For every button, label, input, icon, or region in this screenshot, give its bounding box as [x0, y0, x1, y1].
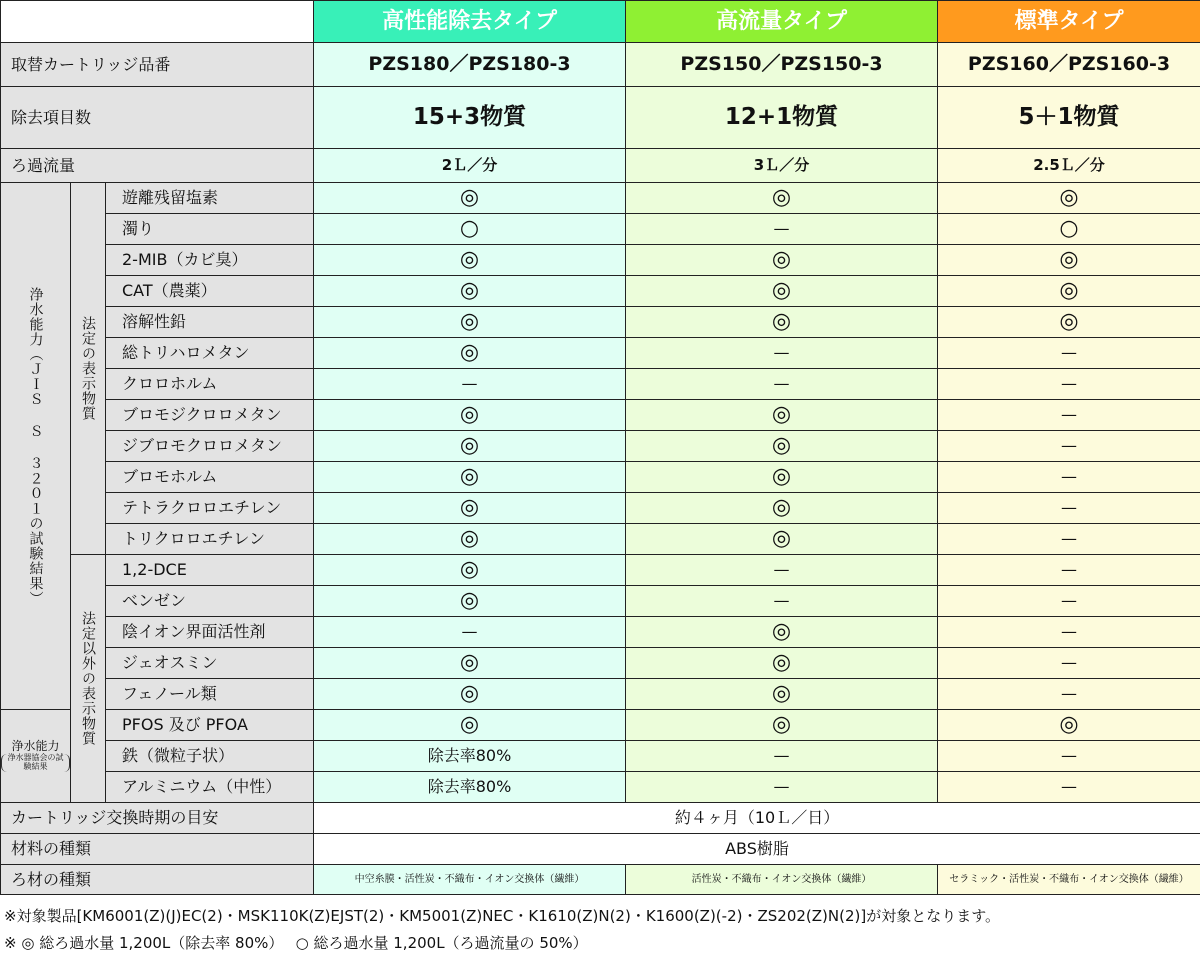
- removal-mark: —: [938, 524, 1200, 555]
- removal-mark: ◎: [314, 276, 626, 307]
- substance-name: アルミニウム（中性）: [106, 772, 314, 803]
- removal-mark: ◎: [314, 245, 626, 276]
- removal-mark: ◎: [938, 183, 1200, 214]
- removal-mark: 除去率80%: [314, 741, 626, 772]
- model-value: PZS150／PZS150-3: [626, 43, 938, 87]
- substance-name: フェノール類: [106, 679, 314, 710]
- filter-label: ろ材の種類: [1, 865, 314, 895]
- removal-mark: ◎: [626, 617, 938, 648]
- filter-value: 活性炭・不織布・イオン交換体（繊維）: [626, 865, 938, 895]
- removal-mark: ◎: [938, 307, 1200, 338]
- substance-name: 濁り: [106, 214, 314, 245]
- legal-group-label: [71, 183, 106, 555]
- substance-name: ジブロモクロロメタン: [106, 431, 314, 462]
- corner-cell: [1, 1, 314, 43]
- removal-mark: ◎: [314, 710, 626, 741]
- removal-mark: —: [938, 462, 1200, 493]
- removal-mark: —: [938, 555, 1200, 586]
- removal-mark: —: [938, 431, 1200, 462]
- removal-mark: —: [314, 617, 626, 648]
- substance-row: [1, 400, 1200, 431]
- substance-row: [1, 555, 1200, 586]
- substance-row: [1, 245, 1200, 276]
- substance-row: [1, 462, 1200, 493]
- substance-name: 2-MIB（カビ臭）: [106, 245, 314, 276]
- substance-row: [1, 431, 1200, 462]
- removal-mark: —: [626, 741, 938, 772]
- removal-mark: —: [938, 772, 1200, 803]
- substance-row: [1, 183, 1200, 214]
- footnote-symbols: ※ ◎ 総ろ過水量 1,200L（除去率 80%） ○ 総ろ過水量 1,200L（ろ過流量の 50%）: [4, 934, 588, 952]
- legal-group-text: 法定の表示物質: [80, 316, 96, 421]
- material-label: 材料の種類: [1, 834, 314, 865]
- substance-name: ブロモジクロロメタン: [106, 400, 314, 431]
- removal-mark: ◎: [314, 679, 626, 710]
- removal-mark: ◎: [626, 400, 938, 431]
- substance-row: [1, 772, 1200, 803]
- removal-mark: ◎: [314, 307, 626, 338]
- removal-mark: ◎: [626, 462, 938, 493]
- substance-row: [1, 369, 1200, 400]
- substance-row: [1, 338, 1200, 369]
- model-value: PZS160／PZS160-3: [938, 43, 1200, 87]
- type-standard: 標準タイプ: [938, 1, 1200, 43]
- substance-row: [1, 214, 1200, 245]
- filter-value: 中空糸膜・活性炭・不織布・イオン交換体（繊維）: [314, 865, 626, 895]
- removal-mark: —: [938, 741, 1200, 772]
- flow-value: 3Ｌ／分: [626, 149, 938, 183]
- other-group-text: 法定以外の表示物質: [80, 611, 96, 746]
- substance-row: [1, 586, 1200, 617]
- substance-name: 1,2-DCE: [106, 555, 314, 586]
- removal-mark: —: [938, 586, 1200, 617]
- removal-mark: —: [938, 648, 1200, 679]
- removal-mark: ◎: [626, 307, 938, 338]
- removal-mark: ◎: [626, 183, 938, 214]
- substance-row: [1, 276, 1200, 307]
- removal-mark: ◎: [314, 183, 626, 214]
- material-value: ABS樹脂: [314, 834, 1200, 865]
- removal-mark: —: [938, 679, 1200, 710]
- removal-mark: ◎: [938, 276, 1200, 307]
- count-label: 除去項目数: [1, 87, 314, 149]
- removal-mark: —: [938, 493, 1200, 524]
- removal-mark: ◎: [314, 462, 626, 493]
- substance-name: テトラクロロエチレン: [106, 493, 314, 524]
- substance-row: [1, 741, 1200, 772]
- count-value: 5＋1物質: [938, 87, 1200, 149]
- removal-mark: —: [626, 555, 938, 586]
- substance-row: [1, 679, 1200, 710]
- substance-name: クロロホルム: [106, 369, 314, 400]
- removal-mark: ◎: [626, 710, 938, 741]
- removal-mark: ◎: [626, 648, 938, 679]
- removal-mark: ◎: [626, 245, 938, 276]
- removal-mark: —: [626, 772, 938, 803]
- filter-value: セラミック・活性炭・不織布・イオン交換体（繊維）: [938, 865, 1200, 895]
- substance-row: [1, 524, 1200, 555]
- jis-group-label: [1, 183, 71, 710]
- substance-name: 溶解性鉛: [106, 307, 314, 338]
- removal-mark: —: [626, 338, 938, 369]
- model-value: PZS180／PZS180-3: [314, 43, 626, 87]
- substance-name: トリクロロエチレン: [106, 524, 314, 555]
- substance-row: [1, 710, 1200, 741]
- removal-mark: ◎: [626, 524, 938, 555]
- removal-mark: ◎: [938, 710, 1200, 741]
- substance-row: [1, 617, 1200, 648]
- removal-mark: ◎: [314, 555, 626, 586]
- removal-mark: ◎: [314, 400, 626, 431]
- removal-mark: ◎: [626, 276, 938, 307]
- footnote-target-products: ※対象製品[KM6001(Z)(J)EC(2)・MSK110K(Z)EJST(2)・KM5001(Z)NEC・K1610(Z)N(2)・K1600(Z)(-2)・ZS202(Z)N(2)]が対象となります。: [4, 907, 1001, 925]
- flow-value: 2Ｌ／分: [314, 149, 626, 183]
- count-value: 12+1物質: [626, 87, 938, 149]
- removal-mark: —: [938, 369, 1200, 400]
- substance-name: 総トリハロメタン: [106, 338, 314, 369]
- substance-name: CAT（農薬）: [106, 276, 314, 307]
- removal-mark: ○: [938, 214, 1200, 245]
- removal-mark: ◎: [626, 679, 938, 710]
- substance-name: PFOS 及び PFOA: [106, 710, 314, 741]
- substance-name: 陰イオン界面活性剤: [106, 617, 314, 648]
- removal-mark: —: [938, 617, 1200, 648]
- removal-mark: ◎: [938, 245, 1200, 276]
- removal-mark: —: [626, 586, 938, 617]
- removal-mark: ◎: [314, 338, 626, 369]
- jwa-group-subtext: 浄水器協会の試験結果: [1, 754, 70, 772]
- removal-mark: —: [314, 369, 626, 400]
- removal-mark: ○: [314, 214, 626, 245]
- flow-label: ろ過流量: [1, 149, 314, 183]
- removal-mark: ◎: [314, 524, 626, 555]
- replace-value: 約４ヶ月（10Ｌ／日）: [314, 803, 1200, 834]
- removal-mark: —: [938, 400, 1200, 431]
- substance-name: ジェオスミン: [106, 648, 314, 679]
- removal-mark: ◎: [314, 648, 626, 679]
- substance-row: [1, 307, 1200, 338]
- removal-mark: ◎: [626, 431, 938, 462]
- substance-name: 遊離残留塩素: [106, 183, 314, 214]
- jwa-group-label: [1, 710, 71, 803]
- jwa-group-text: 浄水能力: [11, 738, 60, 753]
- removal-mark: 除去率80%: [314, 772, 626, 803]
- flow-value: 2.5Ｌ／分: [938, 149, 1200, 183]
- removal-mark: ◎: [314, 431, 626, 462]
- type-high-flow: 高流量タイプ: [626, 1, 938, 43]
- substance-name: ベンゼン: [106, 586, 314, 617]
- removal-mark: ◎: [314, 586, 626, 617]
- substance-row: [1, 648, 1200, 679]
- count-value: 15+3物質: [314, 87, 626, 149]
- model-label: 取替カートリッジ品番: [1, 43, 314, 87]
- removal-mark: —: [626, 214, 938, 245]
- type-high-performance: 高性能除去タイプ: [314, 1, 626, 43]
- removal-mark: —: [626, 369, 938, 400]
- removal-mark: ◎: [314, 493, 626, 524]
- jis-group-text: 浄水能力（ＪＩＳ Ｓ ３２０１の試験結果）: [27, 286, 44, 606]
- removal-mark: —: [938, 338, 1200, 369]
- removal-mark: ◎: [626, 493, 938, 524]
- substance-name: ブロモホルム: [106, 462, 314, 493]
- replace-label: カートリッジ交換時期の目安: [1, 803, 314, 834]
- other-group-label: [71, 555, 106, 803]
- substance-name: 鉄（微粒子状）: [106, 741, 314, 772]
- substance-row: [1, 493, 1200, 524]
